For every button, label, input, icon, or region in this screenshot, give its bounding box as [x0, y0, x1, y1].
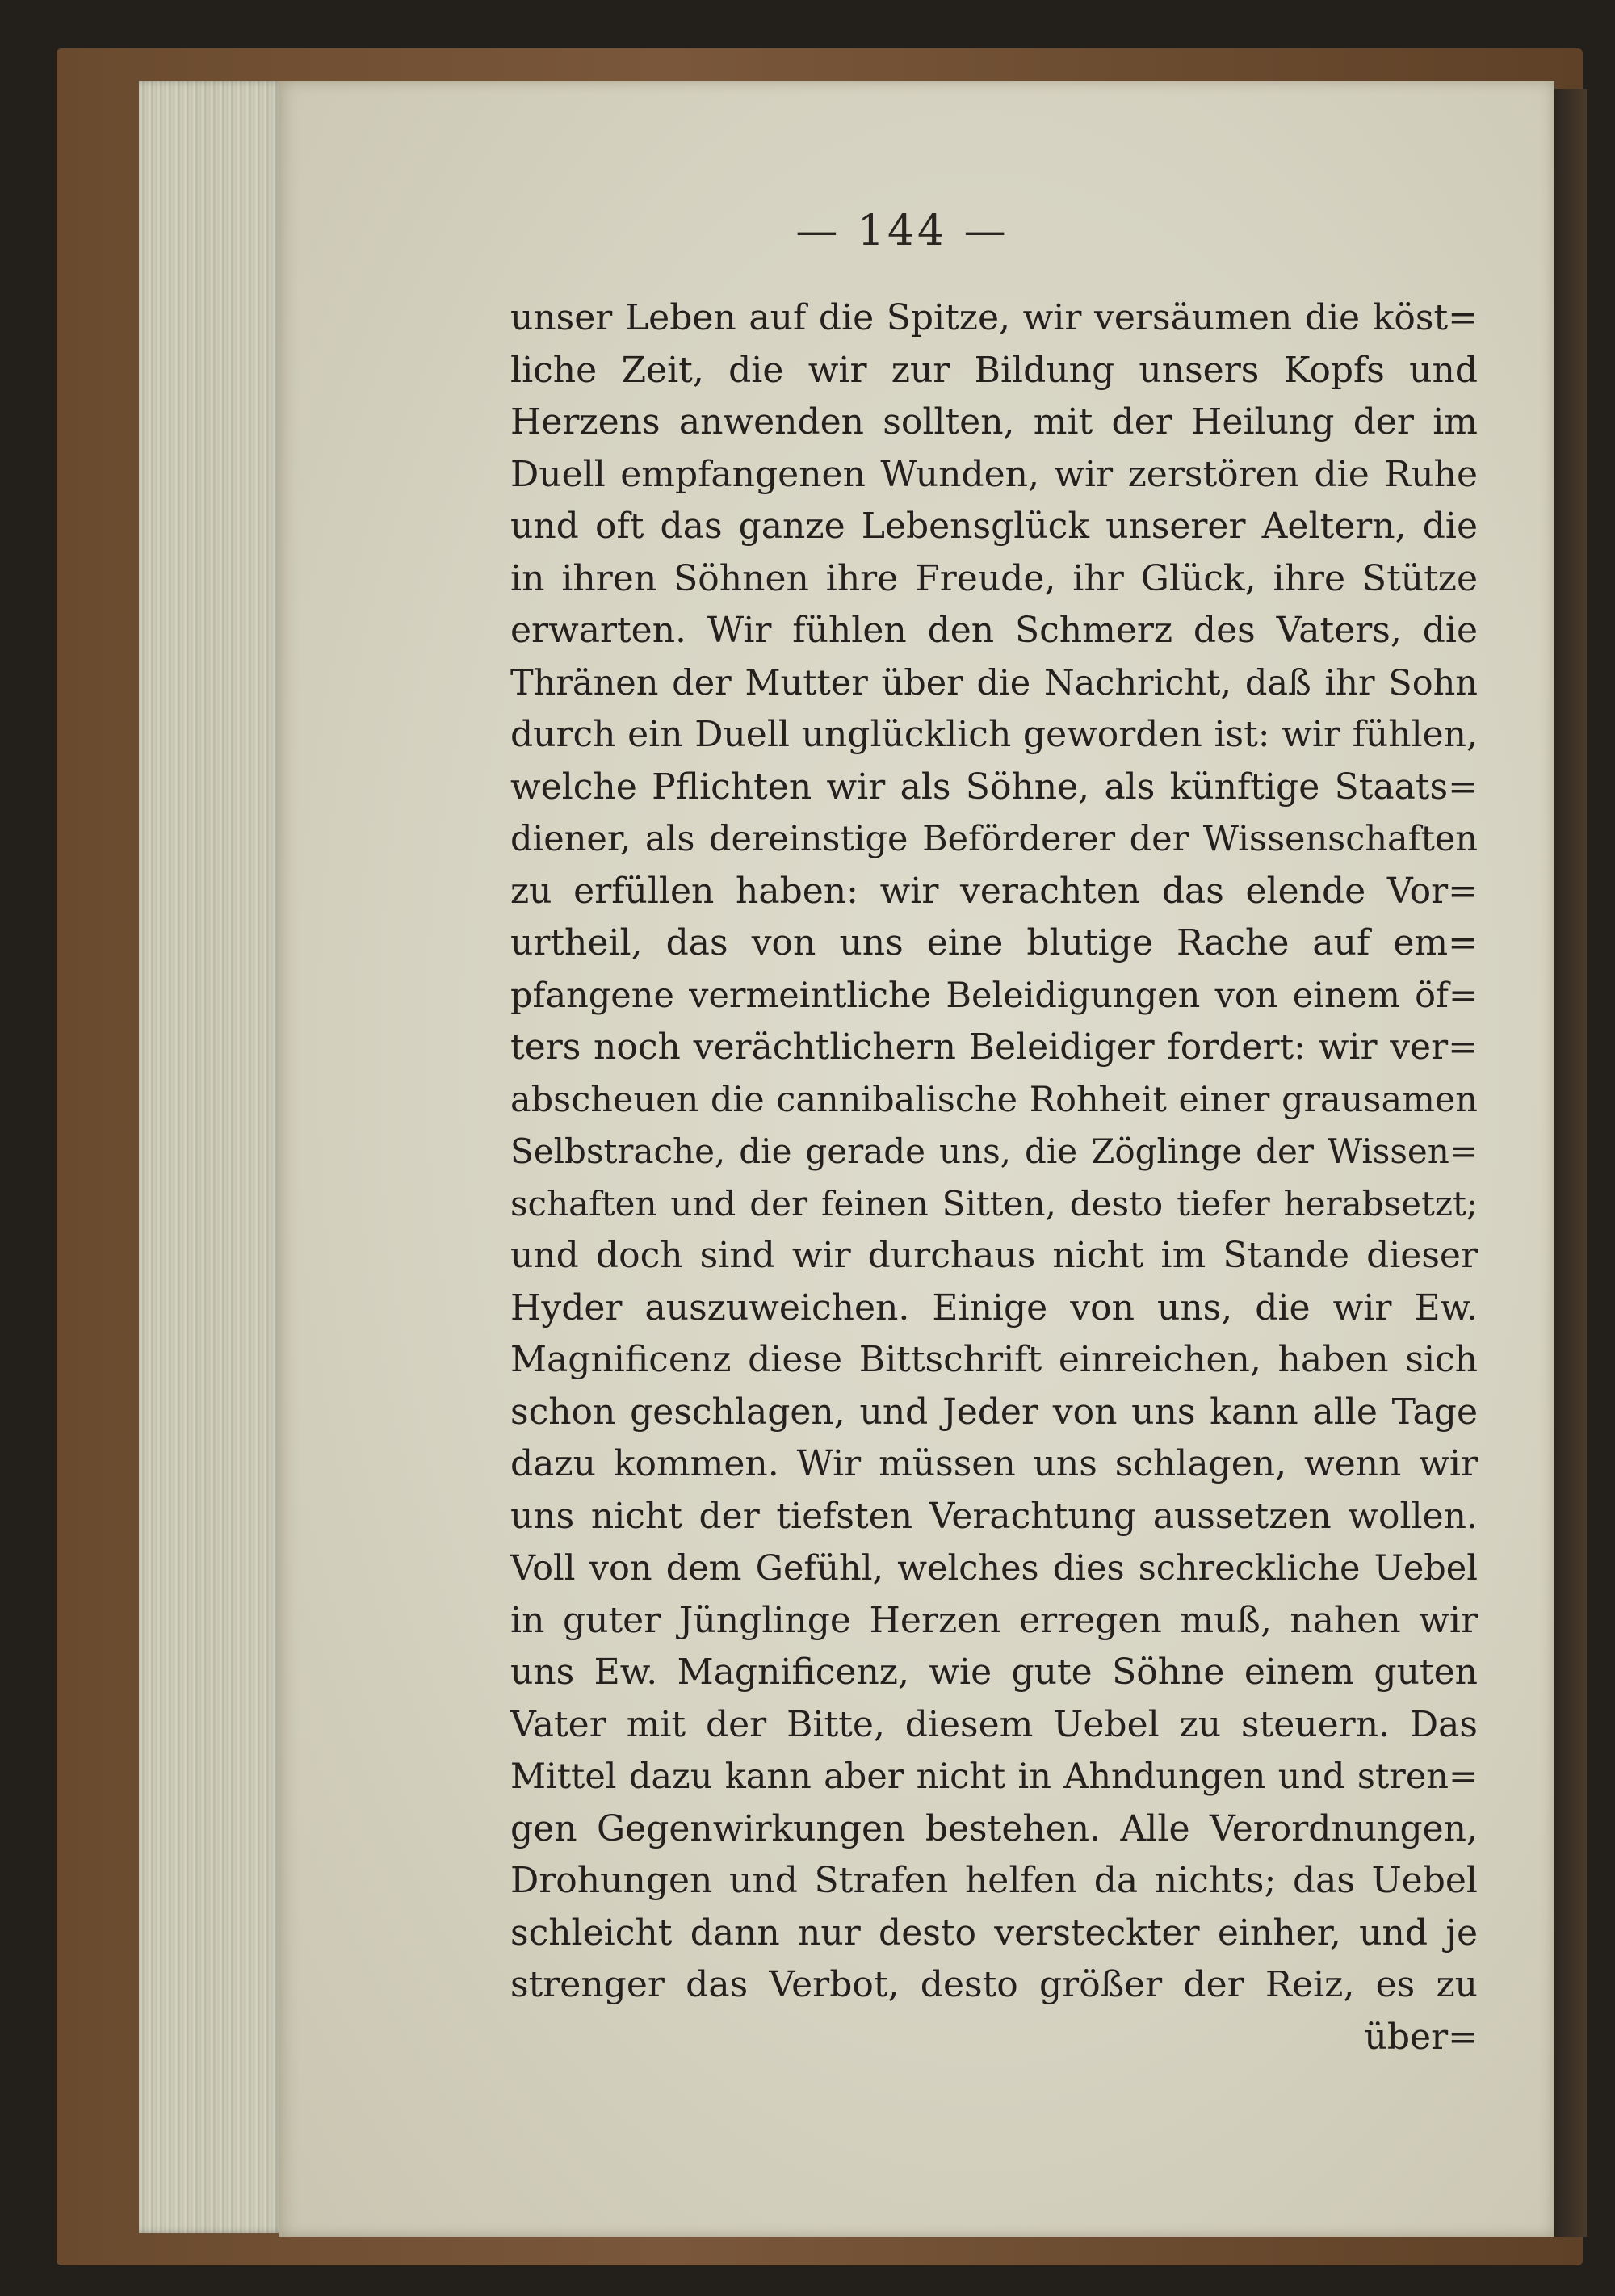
text-line: Magnificenz diese Bittschrift einreichen, haben sich	[510, 1339, 1478, 1380]
text-line: Voll von dem Gefühl, welches dies schreckliche Uebel	[510, 1548, 1478, 1589]
text-line: ters noch verächtlichern Beleidiger fordert: wir ver=	[510, 1026, 1478, 1068]
text-line: in guter Jünglinge Herzen erregen muß, nahen wir	[510, 1599, 1478, 1641]
text-line: urtheil, das von uns eine blutige Rache auf em=	[510, 922, 1478, 963]
text-line: liche Zeit, die wir zur Bildung unsers Kopfs und	[510, 349, 1478, 391]
text-line: dazu kommen. Wir müssen uns schlagen, wenn wir	[510, 1443, 1478, 1484]
page-gutter	[1554, 89, 1587, 2237]
text-line: schon geschlagen, und Jeder von uns kann alle Tage	[510, 1391, 1478, 1433]
text-line: schleicht dann nur desto versteckter einher, und je	[510, 1912, 1478, 1954]
text-line: schaften und der feinen Sitten, desto tiefer herabsetzt;	[510, 1183, 1478, 1224]
text-line: Hyder auszuweichen. Einige von uns, die wir Ew.	[510, 1287, 1478, 1328]
text-line: strenger das Verbot, desto größer der Reiz, es zu	[510, 1964, 1478, 2005]
text-line: unser Leben auf die Spitze, wir versäumen die köst=	[510, 297, 1478, 338]
text-line: diener, als dereinstige Beförderer der Wissenschaften	[510, 819, 1478, 859]
text-line: uns nicht der tiefsten Verachtung aussetzen wollen.	[510, 1495, 1478, 1537]
text-line: zu erfüllen haben: wir verachten das elende Vor=	[510, 870, 1478, 912]
text-line: gen Gegenwirkungen bestehen. Alle Verordnungen,	[510, 1807, 1478, 1849]
body-text	[510, 292, 1478, 2063]
text-line: Duell empfangenen Wunden, wir zerstören die Ruhe	[510, 453, 1478, 495]
catchword: über=	[1364, 2016, 1478, 2058]
text-line: erwarten. Wir fühlen den Schmerz des Vaters, die	[510, 610, 1478, 651]
page-edges	[139, 81, 284, 2233]
text-line: pfangene vermeintliche Beleidigungen von einem öf=	[510, 975, 1478, 1016]
text-line: in ihren Söhnen ihre Freude, ihr Glück, ihre Stütze	[510, 557, 1478, 599]
text-line: Herzens anwenden sollten, mit der Heilung der im	[510, 401, 1478, 443]
text-line: Drohungen und Strafen helfen da nichts; das Uebel	[510, 1860, 1478, 1901]
text-line: uns Ew. Magnificenz, wie gute Söhne einem guten	[510, 1652, 1478, 1693]
text-line: abscheuen die cannibalische Rohheit einer grausamen	[510, 1079, 1478, 1120]
text-line: durch ein Duell unglücklich geworden ist: wir fühlen,	[510, 714, 1478, 755]
text-line: Selbstrache, die gerade uns, die Zöglinge der Wissen=	[510, 1131, 1478, 1171]
text-line: Thränen der Mutter über die Nachricht, daß ihr Sohn	[510, 662, 1478, 703]
text-line: und oft das ganze Lebensglück unserer Aeltern, die	[510, 506, 1478, 547]
text-line: Vater mit der Bitte, diesem Uebel zu steuern. Das	[510, 1703, 1478, 1745]
text-line: und doch sind wir durchaus nicht im Stande dieser	[510, 1235, 1478, 1276]
text-line: Mittel dazu kann aber nicht in Ahndungen und stren=	[510, 1757, 1478, 1797]
text-line: welche Pflichten wir als Söhne, als künftige Staats=	[510, 766, 1478, 808]
page-number: — 144 —	[795, 207, 1009, 255]
